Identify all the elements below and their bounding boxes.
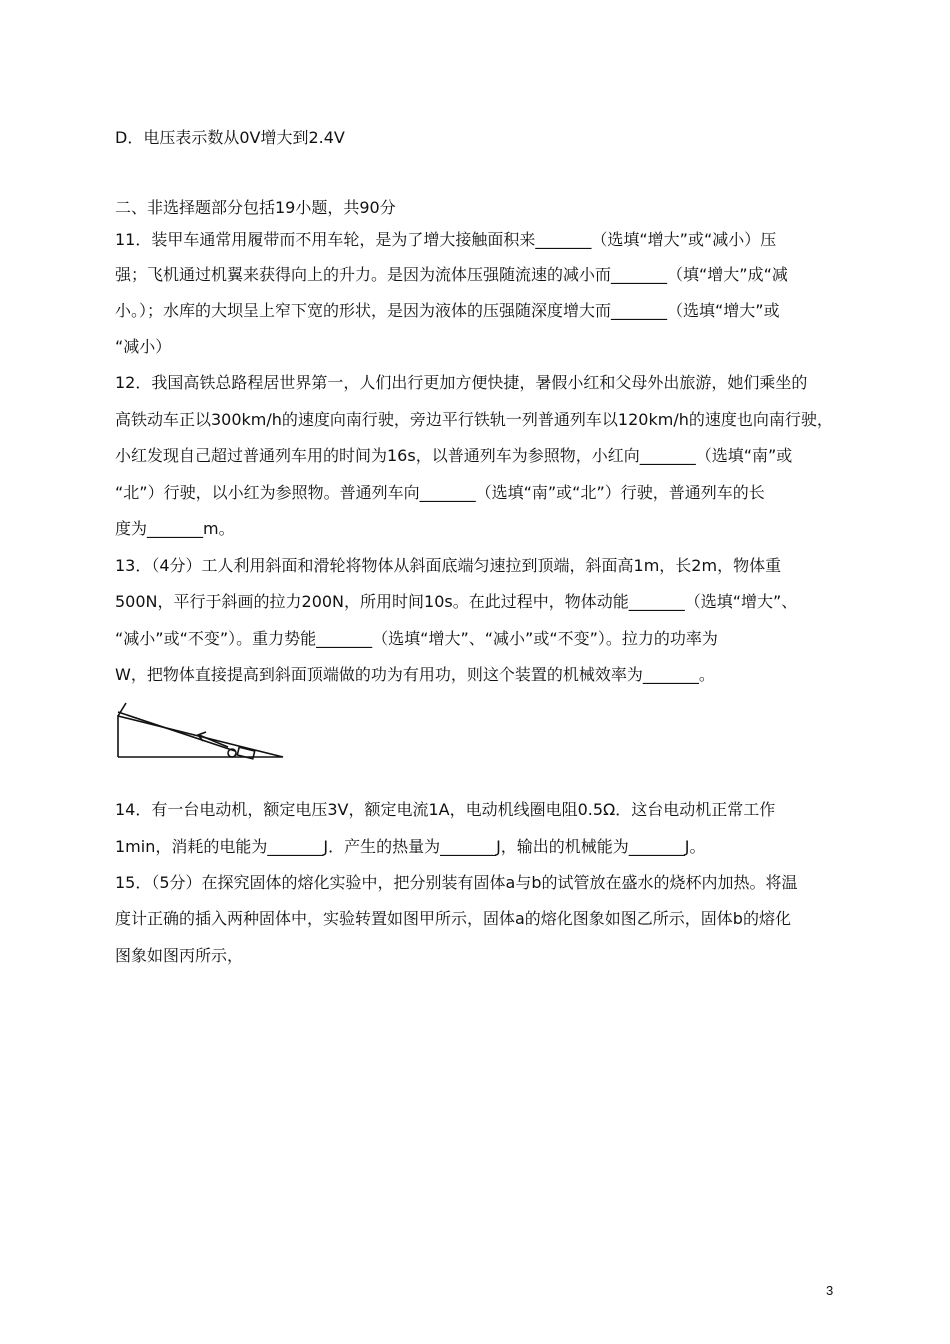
q15-line-2: 度计正确的插入两种固体中，实验转置如图甲所示，固体a的熔化图象如图乙所示，固体b的熔化 bbox=[115, 909, 791, 928]
q11-line-1: 11．装甲车通常用履带而不用车轮，是为了增大接触面积来_______（选填“增大”或“减小）压 bbox=[115, 230, 777, 249]
q12-line-5: 度为_______m。 bbox=[115, 519, 235, 538]
q14-line-1: 14．有一台电动机，额定电压3V，额定电流1A，电动机线圈电阻0.5Ω．这台电动机正常工作 bbox=[115, 800, 776, 819]
q12-line-4: “北”）行驶，以小红为参照物。普通列车向_______（选填“南”或“北”）行驶，普通列车的长 bbox=[115, 483, 765, 502]
previous-option-d: D．电压表示数从0V增大到2.4V bbox=[115, 128, 345, 147]
incline-triangle bbox=[118, 716, 283, 757]
q11-line-2: 强；飞机通过机翼来获得向上的升力。是因为流体压强随流速的减小而_______（填“增大”成“减 bbox=[115, 265, 788, 284]
page-number: 3 bbox=[826, 1283, 834, 1298]
q12-line-3: 小红发现自己超过普通列车用的时间为16s，以普通列车为参照物，小红向_______（选填“南”或 bbox=[115, 446, 793, 465]
incline-top-surface bbox=[118, 712, 235, 751]
q15-line-1: 15．（5分）在探究固体的熔化实验中，把分别装有固体a与b的试管放在盛水的烧杯内加热。将温 bbox=[115, 873, 798, 892]
q12-line-1: 12．我国高铁总路程居世界第一，人们出行更加方便快捷，暑假小红和父母外出旅游，她们乘坐的 bbox=[115, 373, 808, 392]
q11-line-3: 小。）；水库的大坝呈上窄下宽的形状，是因为液体的压强随深度增大而_______（选填“增大”或 bbox=[115, 301, 780, 320]
q14-line-2: 1min，消耗的电能为_______J．产生的热量为_______J，输出的机械能为_______J。 bbox=[115, 837, 706, 856]
q15-line-3: 图象如图丙所示， bbox=[115, 946, 244, 965]
q13-line-3: “减小”或“不变”）。重力势能_______（选填“增大”、“减小”或“不变”）。拉力的功率为 bbox=[115, 629, 718, 648]
q12-line-2: 高铁动车正以300km/h的速度向南行驶，旁边平行铁轨一列普通列车以120km/h的速度也向南行驶， bbox=[115, 410, 833, 429]
q13-line-2: 500N，平行于斜画的拉力200N，所用时间10s。在此过程中，物体动能_______（选填“增大”、 bbox=[115, 592, 798, 611]
q13-line-1: 13．（4分）工人利用斜面和滑轮将物体从斜面底端匀速拉到顶端，斜面高1m，长2m，物体重 bbox=[115, 556, 782, 575]
q13-line-4: W，把物体直接提高到斜面顶端做的功为有用功，则这个装置的机械效率为_______。 bbox=[115, 665, 715, 684]
incline-pulley-figure bbox=[113, 700, 293, 762]
section-header: 二、非选择题部分包括19小题，共90分 bbox=[115, 198, 396, 217]
q11-line-4: “减小） bbox=[115, 337, 172, 356]
